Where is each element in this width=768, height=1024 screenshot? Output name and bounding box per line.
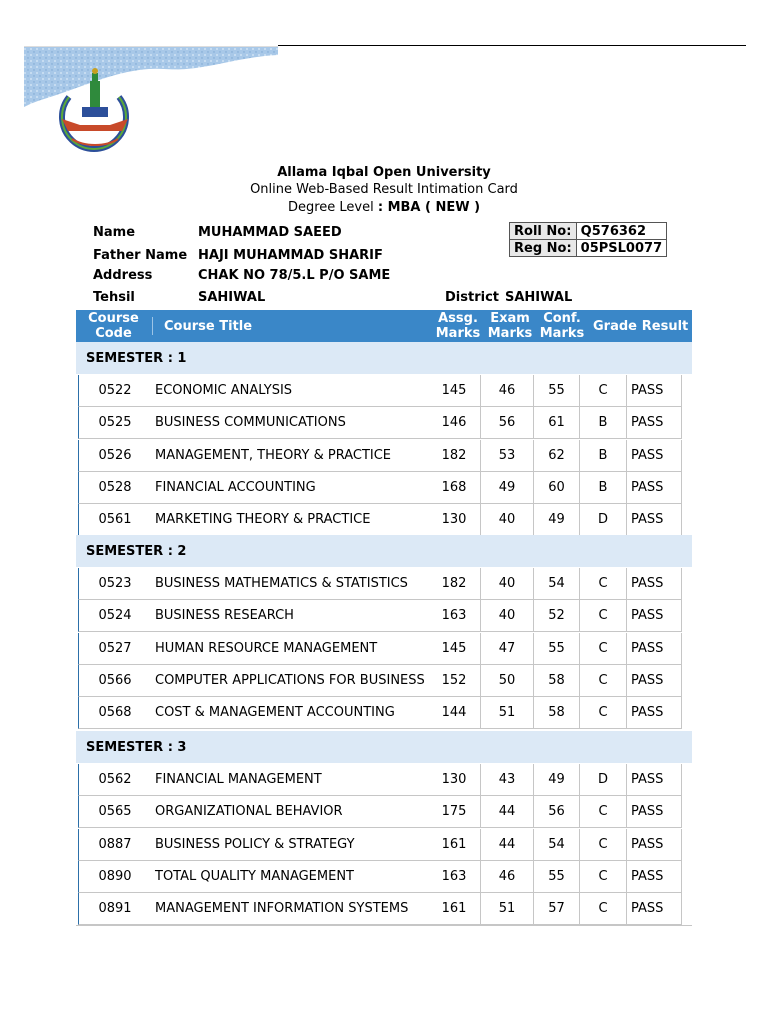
- course-code: 0891: [78, 893, 153, 925]
- table-bottom-rule: [76, 925, 692, 926]
- grade: B: [580, 407, 627, 439]
- course-code: 0561: [78, 504, 153, 536]
- exam-marks: 44: [481, 829, 534, 861]
- reg-value: 05PSL0077: [576, 240, 666, 257]
- grade: C: [580, 375, 627, 407]
- assg-marks: 146: [428, 407, 481, 439]
- course-code: 0566: [78, 665, 153, 697]
- col-assg-marks: Assg. Marks: [435, 311, 481, 341]
- result: PASS: [627, 633, 682, 665]
- exam-marks: 50: [481, 665, 534, 697]
- course-title: FINANCIAL MANAGEMENT: [151, 764, 432, 796]
- result: PASS: [627, 568, 682, 600]
- result: PASS: [627, 665, 682, 697]
- table-row: [76, 600, 692, 632]
- col-course-code: Course Code: [88, 311, 139, 341]
- exam-marks: 51: [481, 893, 534, 925]
- conf-marks: 54: [534, 829, 580, 861]
- course-title: ECONOMIC ANALYSIS: [151, 375, 432, 407]
- course-title: BUSINESS POLICY & STRATEGY: [151, 829, 432, 861]
- exam-marks: 46: [481, 861, 534, 893]
- course-title: COMPUTER APPLICATIONS FOR BUSINESS: [151, 665, 432, 697]
- conf-marks: 60: [534, 472, 580, 504]
- course-title: HUMAN RESOURCE MANAGEMENT: [151, 633, 432, 665]
- table-row: [76, 861, 692, 893]
- assg-marks: 130: [428, 764, 481, 796]
- degree-label: Degree Level: [287, 200, 374, 215]
- course-title: COST & MANAGEMENT ACCOUNTING: [151, 697, 432, 729]
- table-row: [76, 665, 692, 697]
- assg-marks: 161: [428, 893, 481, 925]
- course-title: MANAGEMENT INFORMATION SYSTEMS: [151, 893, 432, 925]
- table-row: [76, 440, 692, 472]
- semester-label: SEMESTER : 1: [86, 350, 187, 366]
- conf-marks: 58: [534, 665, 580, 697]
- semester-header: [76, 535, 692, 567]
- course-code: 0524: [78, 600, 153, 632]
- table-row: [76, 764, 692, 796]
- header-rule: [278, 45, 746, 46]
- exam-marks: 53: [481, 440, 534, 472]
- assg-marks: 168: [428, 472, 481, 504]
- grade: C: [580, 829, 627, 861]
- exam-marks: 56: [481, 407, 534, 439]
- grade: B: [580, 440, 627, 472]
- course-title: MANAGEMENT, THEORY & PRACTICE: [151, 440, 432, 472]
- conf-marks: 57: [534, 893, 580, 925]
- result: PASS: [627, 893, 682, 925]
- result: PASS: [627, 861, 682, 893]
- course-code: 0523: [78, 568, 153, 600]
- roll-reg-box: [509, 222, 667, 257]
- course-title: BUSINESS RESEARCH: [151, 600, 432, 632]
- tehsil-label: Tehsil: [93, 290, 135, 305]
- col-grade: Grade: [593, 318, 637, 334]
- grade: C: [580, 861, 627, 893]
- degree-value: : MBA ( NEW ): [377, 200, 481, 215]
- conf-marks: 58: [534, 697, 580, 729]
- grade: C: [580, 568, 627, 600]
- conf-marks: 56: [534, 796, 580, 828]
- district-value: SAHIWAL: [505, 290, 573, 305]
- conf-marks: 52: [534, 600, 580, 632]
- exam-marks: 40: [481, 504, 534, 536]
- course-title: TOTAL QUALITY MANAGEMENT: [151, 861, 432, 893]
- table-row: [76, 375, 692, 407]
- reg-label: Reg No:: [510, 240, 577, 257]
- assg-marks: 163: [428, 861, 481, 893]
- conf-marks: 55: [534, 861, 580, 893]
- table-row: [76, 893, 692, 925]
- roll-value: Q576362: [576, 223, 666, 240]
- result: PASS: [627, 829, 682, 861]
- course-title: MARKETING THEORY & PRACTICE: [151, 504, 432, 536]
- exam-marks: 51: [481, 697, 534, 729]
- course-code: 0568: [78, 697, 153, 729]
- address-label: Address: [93, 268, 153, 283]
- course-code: 0890: [78, 861, 153, 893]
- course-code: 0565: [78, 796, 153, 828]
- conf-marks: 55: [534, 633, 580, 665]
- name-label: Name: [93, 225, 136, 240]
- exam-marks: 40: [481, 600, 534, 632]
- course-code: 0528: [78, 472, 153, 504]
- col-result: Result: [641, 318, 689, 334]
- assg-marks: 152: [428, 665, 481, 697]
- results-table-header: [76, 310, 692, 342]
- result: PASS: [627, 600, 682, 632]
- assg-marks: 145: [428, 633, 481, 665]
- exam-marks: 44: [481, 796, 534, 828]
- assg-marks: 175: [428, 796, 481, 828]
- semester-label: SEMESTER : 3: [86, 739, 187, 755]
- grade: C: [580, 697, 627, 729]
- exam-marks: 43: [481, 764, 534, 796]
- father-label: Father Name: [93, 248, 188, 263]
- university-name: Allama Iqbal Open University: [277, 165, 491, 180]
- semester-header: [76, 731, 692, 763]
- exam-marks: 40: [481, 568, 534, 600]
- course-code: 0562: [78, 764, 153, 796]
- conf-marks: 49: [534, 504, 580, 536]
- district-label: District: [445, 290, 499, 305]
- course-code: 0527: [78, 633, 153, 665]
- banner-graphic: [24, 47, 278, 161]
- course-title: FINANCIAL ACCOUNTING: [151, 472, 432, 504]
- course-code: 0522: [78, 375, 153, 407]
- exam-marks: 49: [481, 472, 534, 504]
- conf-marks: 61: [534, 407, 580, 439]
- grade: C: [580, 796, 627, 828]
- table-row: [76, 472, 692, 504]
- result: PASS: [627, 472, 682, 504]
- col-exam-marks: Exam Marks: [487, 311, 533, 341]
- course-code: 0887: [78, 829, 153, 861]
- table-row: [76, 407, 692, 439]
- grade: C: [580, 665, 627, 697]
- conf-marks: 62: [534, 440, 580, 472]
- district: [445, 290, 572, 305]
- col-conf-marks: Conf. Marks: [539, 311, 585, 341]
- grade: C: [580, 600, 627, 632]
- assg-marks: 145: [428, 375, 481, 407]
- assg-marks: 182: [428, 440, 481, 472]
- father-value: HAJI MUHAMMAD SHARIF: [198, 248, 383, 263]
- result: PASS: [627, 440, 682, 472]
- assg-marks: 130: [428, 504, 481, 536]
- course-code: 0525: [78, 407, 153, 439]
- table-row: [76, 829, 692, 861]
- card-subtitle: Online Web-Based Result Intimation Card: [250, 182, 518, 197]
- table-row: [76, 504, 692, 536]
- university-banner: [24, 46, 278, 161]
- col-course-title: Course Title: [164, 318, 253, 334]
- assg-marks: 182: [428, 568, 481, 600]
- grade: D: [580, 764, 627, 796]
- conf-marks: 54: [534, 568, 580, 600]
- grade: C: [580, 633, 627, 665]
- course-title: BUSINESS MATHEMATICS & STATISTICS: [151, 568, 432, 600]
- table-row: [76, 633, 692, 665]
- semester-header: [76, 342, 692, 374]
- conf-marks: 49: [534, 764, 580, 796]
- table-row: [76, 568, 692, 600]
- grade: D: [580, 504, 627, 536]
- grade: B: [580, 472, 627, 504]
- conf-marks: 55: [534, 375, 580, 407]
- course-title: ORGANIZATIONAL BEHAVIOR: [151, 796, 432, 828]
- assg-marks: 163: [428, 600, 481, 632]
- result: PASS: [627, 375, 682, 407]
- grade: C: [580, 893, 627, 925]
- result: PASS: [627, 504, 682, 536]
- semester-label: SEMESTER : 2: [86, 543, 187, 559]
- degree-level: [0, 200, 768, 215]
- result: PASS: [627, 697, 682, 729]
- result: PASS: [627, 407, 682, 439]
- result: PASS: [627, 796, 682, 828]
- result: PASS: [627, 764, 682, 796]
- name-value: MUHAMMAD SAEED: [198, 225, 342, 240]
- course-code: 0526: [78, 440, 153, 472]
- tehsil-value: SAHIWAL: [198, 290, 266, 305]
- address-value: CHAK NO 78/5.L P/O SAME: [198, 268, 391, 283]
- assg-marks: 144: [428, 697, 481, 729]
- table-row: [76, 697, 692, 729]
- assg-marks: 161: [428, 829, 481, 861]
- table-row: [76, 796, 692, 828]
- exam-marks: 46: [481, 375, 534, 407]
- roll-label: Roll No:: [510, 223, 577, 240]
- exam-marks: 47: [481, 633, 534, 665]
- course-title: BUSINESS COMMUNICATIONS: [151, 407, 432, 439]
